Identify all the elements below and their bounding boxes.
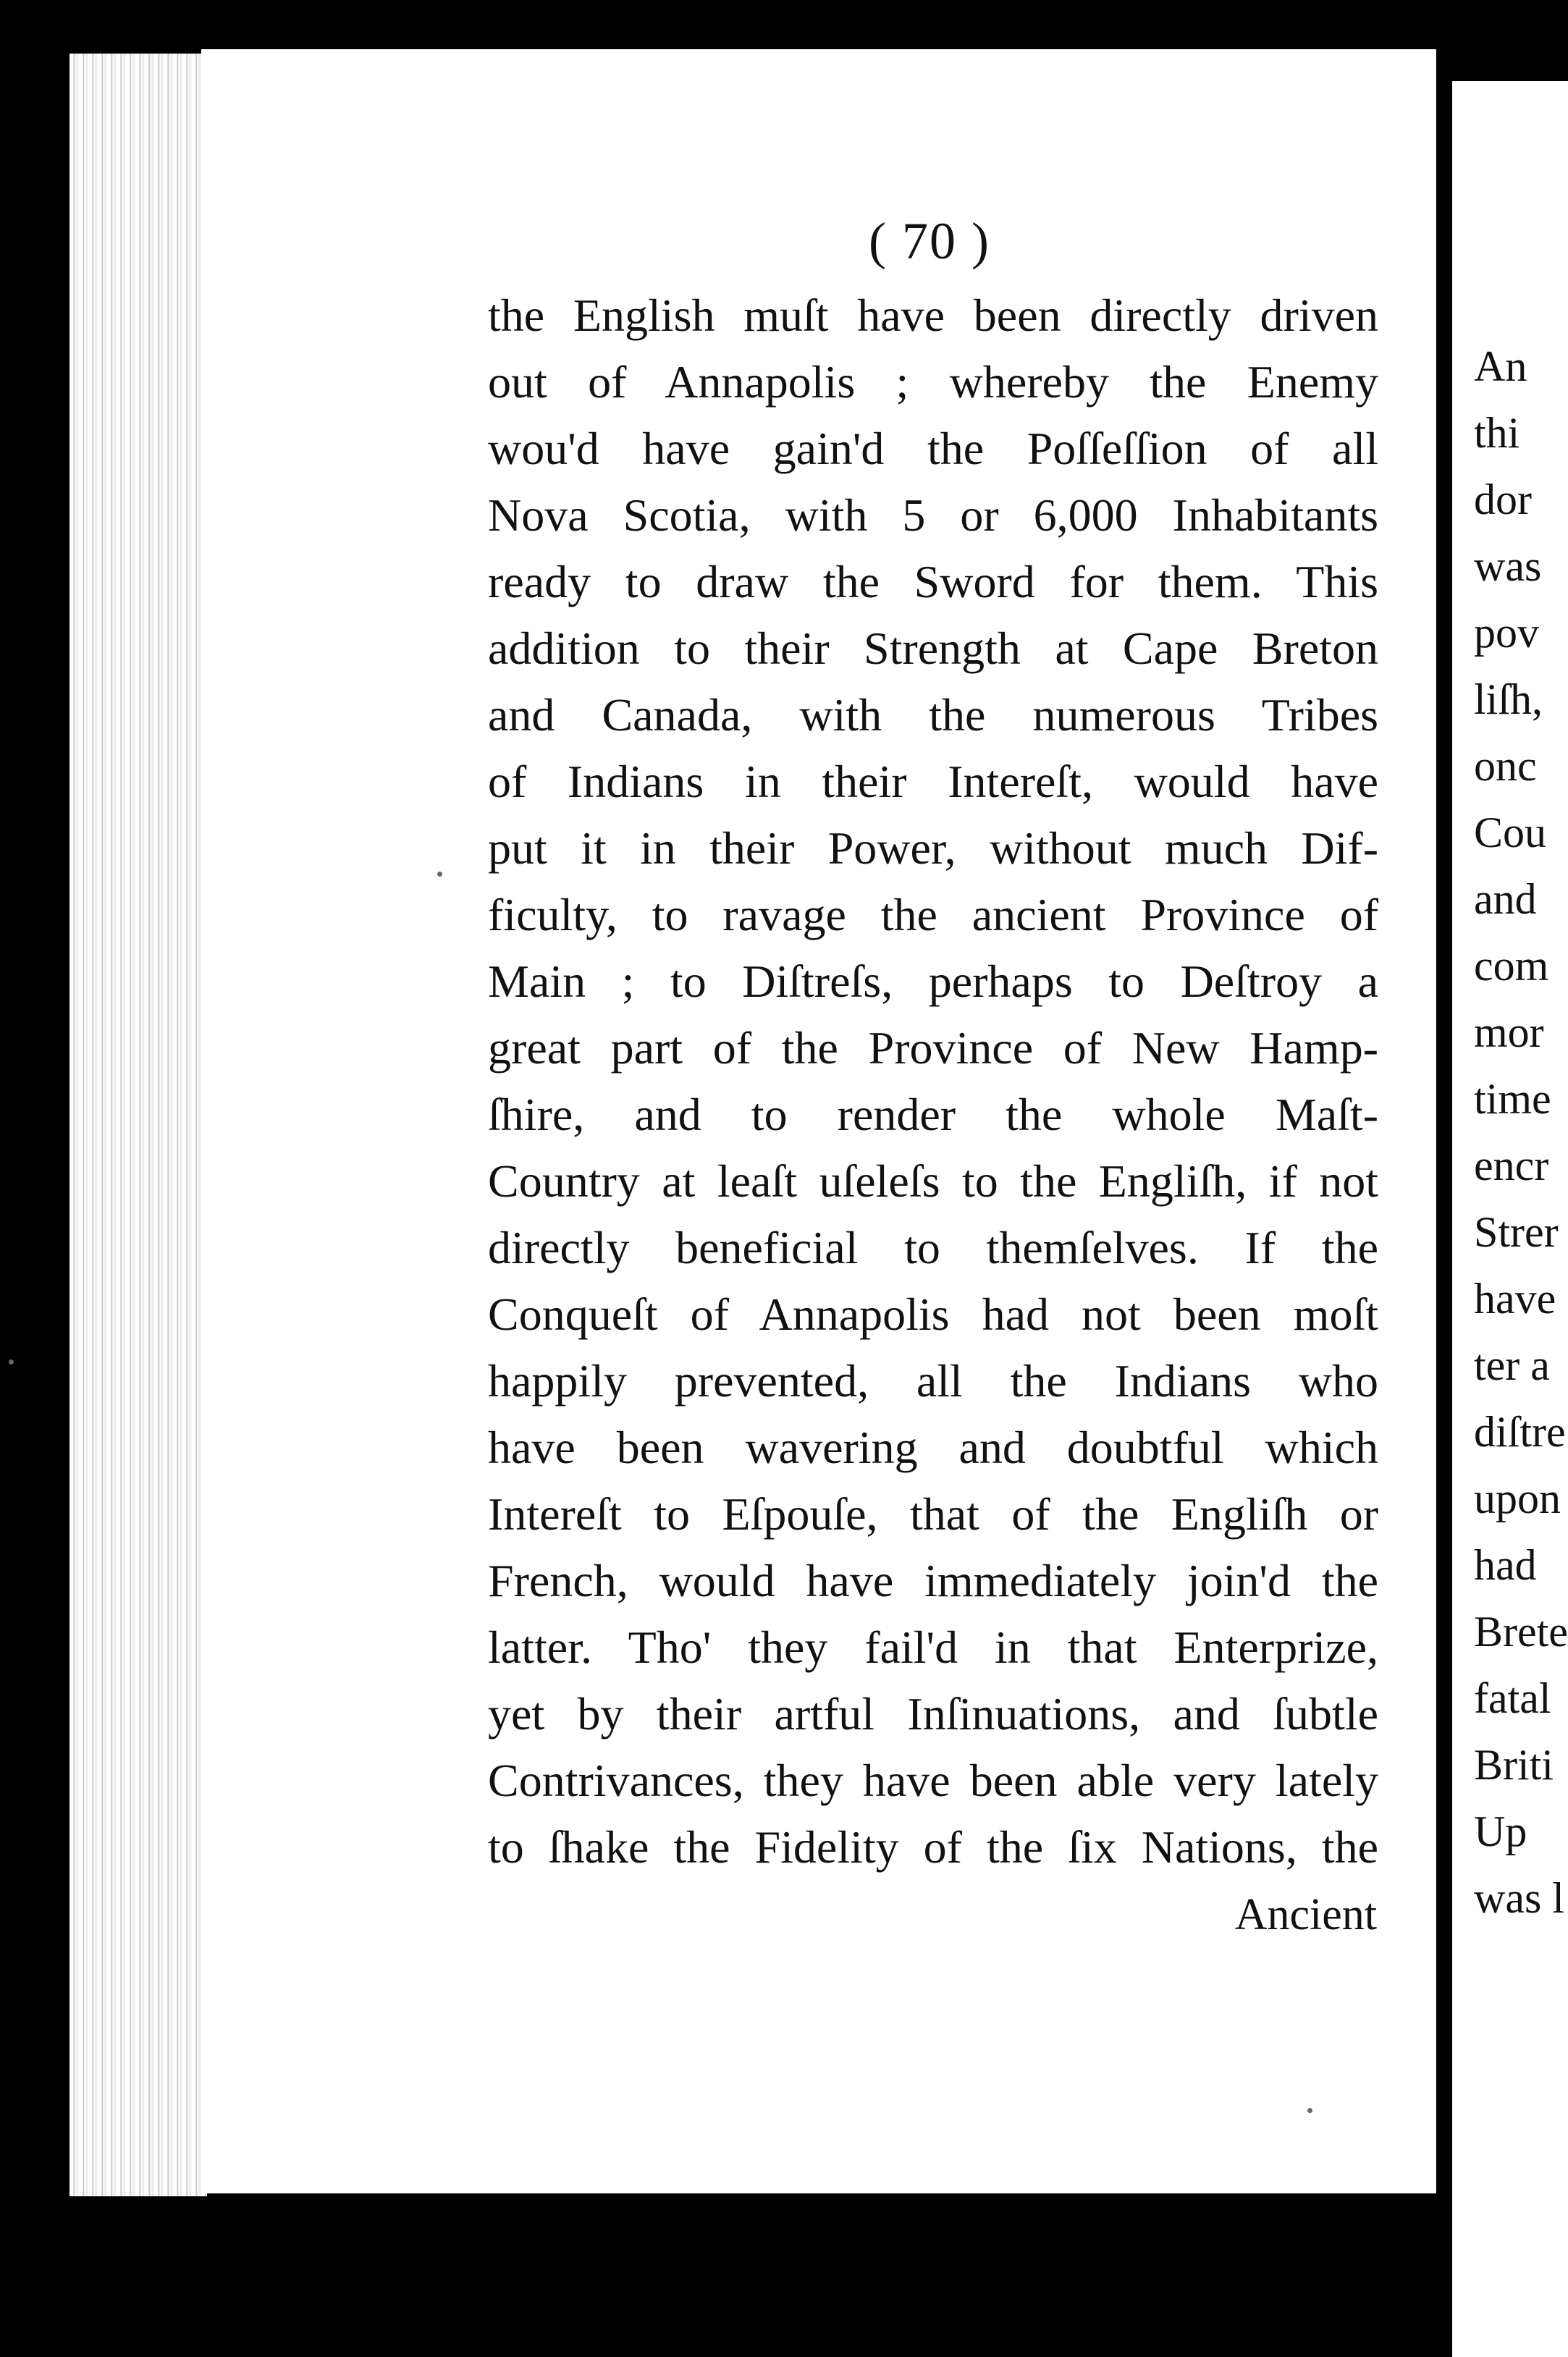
text-line: wou'd have gain'd the Poſſeſſion of all bbox=[488, 423, 1378, 474]
text-line: happily prevented, all the Indians who bbox=[488, 1355, 1378, 1407]
text-line: have been wavering and doubtful which bbox=[488, 1422, 1378, 1473]
text-line: out of Annapolis ; whereby the Enemy bbox=[488, 356, 1378, 408]
text-line: Conqueſt of Annapolis had not been moſt bbox=[488, 1289, 1378, 1340]
text-line: diſtre bbox=[1474, 1408, 1566, 1456]
text-line: of Indians in their Intereſt, would have bbox=[488, 756, 1378, 807]
text-line: had bbox=[1474, 1541, 1537, 1589]
text-line: to ſhake the Fidelity of the ſix Nations, the bbox=[488, 1821, 1378, 1873]
text-line: com bbox=[1474, 942, 1549, 990]
page-number: ( 70 ) bbox=[869, 212, 990, 270]
text-line: mor bbox=[1474, 1008, 1544, 1056]
text-line: Strer bbox=[1474, 1208, 1559, 1256]
text-line: upon bbox=[1474, 1475, 1561, 1522]
text-line: ter a bbox=[1474, 1341, 1550, 1389]
text-line: French, would have immediately join'd the bbox=[488, 1555, 1378, 1606]
text-line: ſhire, and to render the whole Maſt- bbox=[488, 1089, 1378, 1140]
text-line: Intereſt to Eſpouſe, that of the Engliſh or bbox=[488, 1488, 1378, 1540]
text-line: latter. Tho' they fail'd in that Enterprize, bbox=[488, 1622, 1378, 1673]
text-line: and Canada, with the numerous Tribes bbox=[488, 689, 1378, 741]
text-line: Contrivances, they have been able very lately bbox=[488, 1755, 1378, 1806]
catchword: Ancient bbox=[1234, 1890, 1377, 1939]
text-line: was l bbox=[1474, 1874, 1564, 1922]
ink-speck bbox=[9, 1359, 14, 1365]
text-line: directly beneficial to themſelves. If the bbox=[488, 1222, 1378, 1273]
text-line: ready to draw the Sword for them. This bbox=[488, 556, 1378, 607]
right-page-text bbox=[1474, 333, 1568, 1931]
text-line: pov bbox=[1474, 609, 1539, 657]
text-line: Country at leaſt uſeleſs to the Engliſh, if not bbox=[488, 1155, 1378, 1207]
right-page bbox=[1452, 81, 1568, 2357]
text-line: thi bbox=[1474, 409, 1520, 457]
ink-speck bbox=[1307, 2108, 1312, 2113]
text-line: have bbox=[1474, 1275, 1556, 1323]
text-line: Main ; to Diſtreſs, perhaps to Deſtroy a bbox=[488, 956, 1378, 1007]
text-line: addition to their Strength at Cape Breton bbox=[488, 623, 1378, 674]
text-line: great part of the Province of New Hamp- bbox=[488, 1022, 1378, 1074]
text-line: Nova Scotia, with 5 or 6,000 Inhabitants bbox=[488, 489, 1378, 541]
text-line: fatal bbox=[1474, 1674, 1551, 1722]
text-line: Brete bbox=[1474, 1608, 1568, 1656]
text-line: Cou bbox=[1474, 809, 1547, 856]
body-text bbox=[488, 282, 1378, 1881]
text-line: liſh, bbox=[1474, 675, 1543, 723]
text-line: and bbox=[1474, 875, 1537, 923]
text-line: Briti bbox=[1474, 1741, 1554, 1789]
text-line: yet by their artful Inſinuations, and ſubtle bbox=[488, 1688, 1378, 1740]
text-line: dor bbox=[1474, 476, 1532, 523]
text-line: put it in their Power, without much Dif- bbox=[488, 822, 1378, 874]
text-line: An bbox=[1474, 342, 1527, 390]
text-line: time bbox=[1474, 1075, 1551, 1123]
ink-speck bbox=[437, 872, 442, 877]
text-line: Up bbox=[1474, 1808, 1527, 1855]
text-line: ficulty, to ravage the ancient Province of bbox=[488, 889, 1378, 940]
text-line: encr bbox=[1474, 1142, 1549, 1189]
text-line: was bbox=[1474, 542, 1542, 590]
text-line: the English muſt have been directly driven bbox=[488, 290, 1378, 341]
page-edges bbox=[69, 54, 207, 2196]
text-line: onc bbox=[1474, 742, 1537, 790]
